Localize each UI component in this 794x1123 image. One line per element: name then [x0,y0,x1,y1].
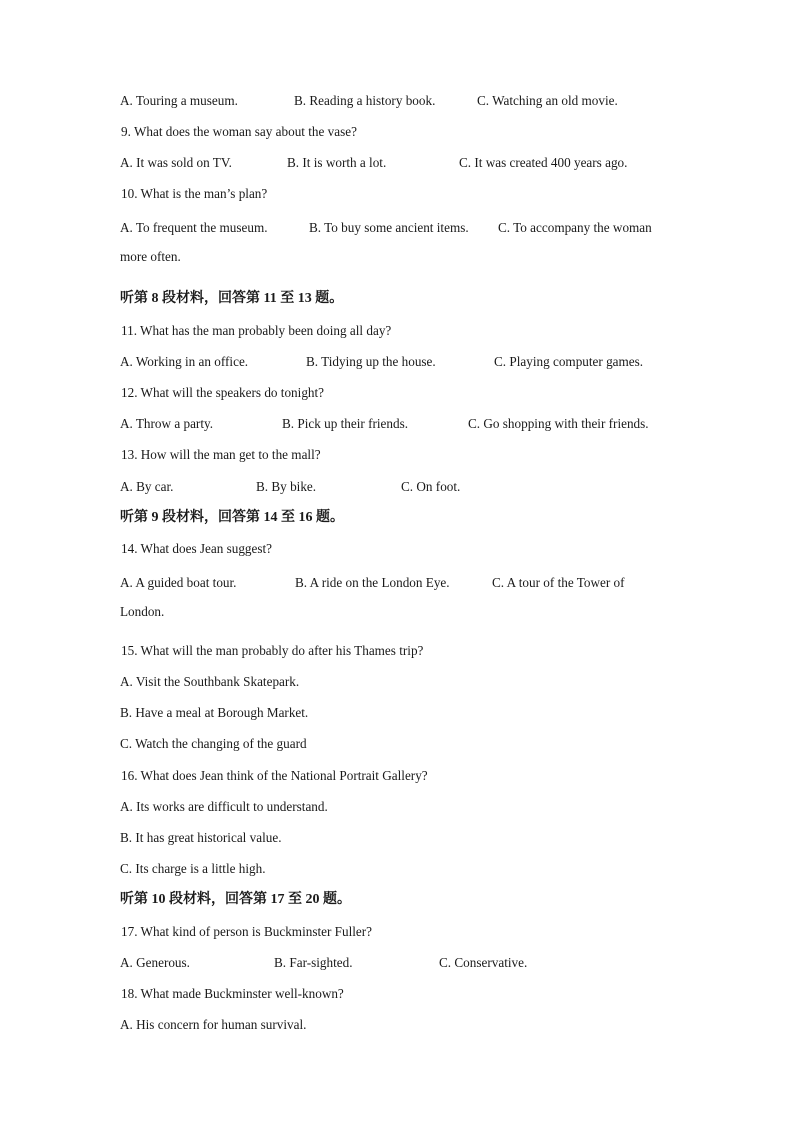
q18-question: 18. What made Buckminster well-known? [121,986,344,1001]
q8-option-c: C. Watching an old movie. [477,93,618,108]
q15-option-c: C. Watch the changing of the guard [120,736,307,751]
q15-question: 15. What will the man probably do after his Thames trip? [121,643,424,658]
q14-question: 14. What does Jean suggest? [121,541,273,556]
q10-option-a: A. To frequent the museum. [120,220,268,235]
q8-option-a: A. Touring a museum. [120,93,238,108]
section-heading-10: 听第 10 段材料，回答第 17 至 20 题。 [120,892,351,907]
q14-option-b: B. A ride on the London Eye. [295,575,450,590]
q16-question: 16. What does Jean think of the National Portrait Gallery? [121,768,428,783]
q14-option-c-continued: London. [120,604,165,619]
q12-question: 12. What will the speakers do tonight? [121,385,325,400]
q15-option-b: B. Have a meal at Borough Market. [120,705,309,720]
q12-option-a: A. Throw a party. [120,416,214,431]
section-heading-8: 听第 8 段材料，回答第 11 至 13 题。 [120,291,344,306]
q11-option-a: A. Working in an office. [120,354,249,369]
section-heading-9: 听第 9 段材料，回答第 14 至 16 题。 [120,510,344,525]
q9-option-b: B. It is worth a lot. [287,155,387,170]
q14-option-c: C. A tour of the Tower of [492,575,625,590]
q15-option-a: A. Visit the Southbank Skatepark. [120,674,300,689]
q11-option-c: C. Playing computer games. [494,354,644,369]
q9-option-a: A. It was sold on TV. [120,155,232,170]
q11-question: 11. What has the man probably been doing all day? [121,323,392,338]
q8-option-b: B. Reading a history book. [294,93,436,108]
q9-option-c: C. It was created 400 years ago. [459,155,628,170]
q14-option-a: A. A guided boat tour. [120,575,237,590]
q13-option-c: C. On foot. [401,479,461,494]
q10-question: 10. What is the man’s plan? [121,186,268,201]
q16-option-c: C. Its charge is a little high. [120,861,266,876]
q9-question: 9. What does the woman say about the vase? [121,124,357,139]
q11-option-b: B. Tidying up the house. [306,354,436,369]
q13-option-a: A. By car. [120,479,174,494]
q10-option-c-continued: more often. [120,249,181,264]
q16-option-b: B. It has great historical value. [120,830,282,845]
q10-option-c: C. To accompany the woman [498,220,652,235]
q12-option-b: B. Pick up their friends. [282,416,408,431]
q17-option-b: B. Far-sighted. [274,955,353,970]
q13-option-b: B. By bike. [256,479,317,494]
q17-question: 17. What kind of person is Buckminster Fuller? [121,924,373,939]
q12-option-c: C. Go shopping with their friends. [468,416,649,431]
q17-option-a: A. Generous. [120,955,190,970]
q16-option-a: A. Its works are difficult to understand. [120,799,328,814]
q13-question: 13. How will the man get to the mall? [121,447,321,462]
q17-option-c: C. Conservative. [439,955,528,970]
q10-option-b: B. To buy some ancient items. [309,220,469,235]
q18-option-a: A. His concern for human survival. [120,1017,307,1032]
